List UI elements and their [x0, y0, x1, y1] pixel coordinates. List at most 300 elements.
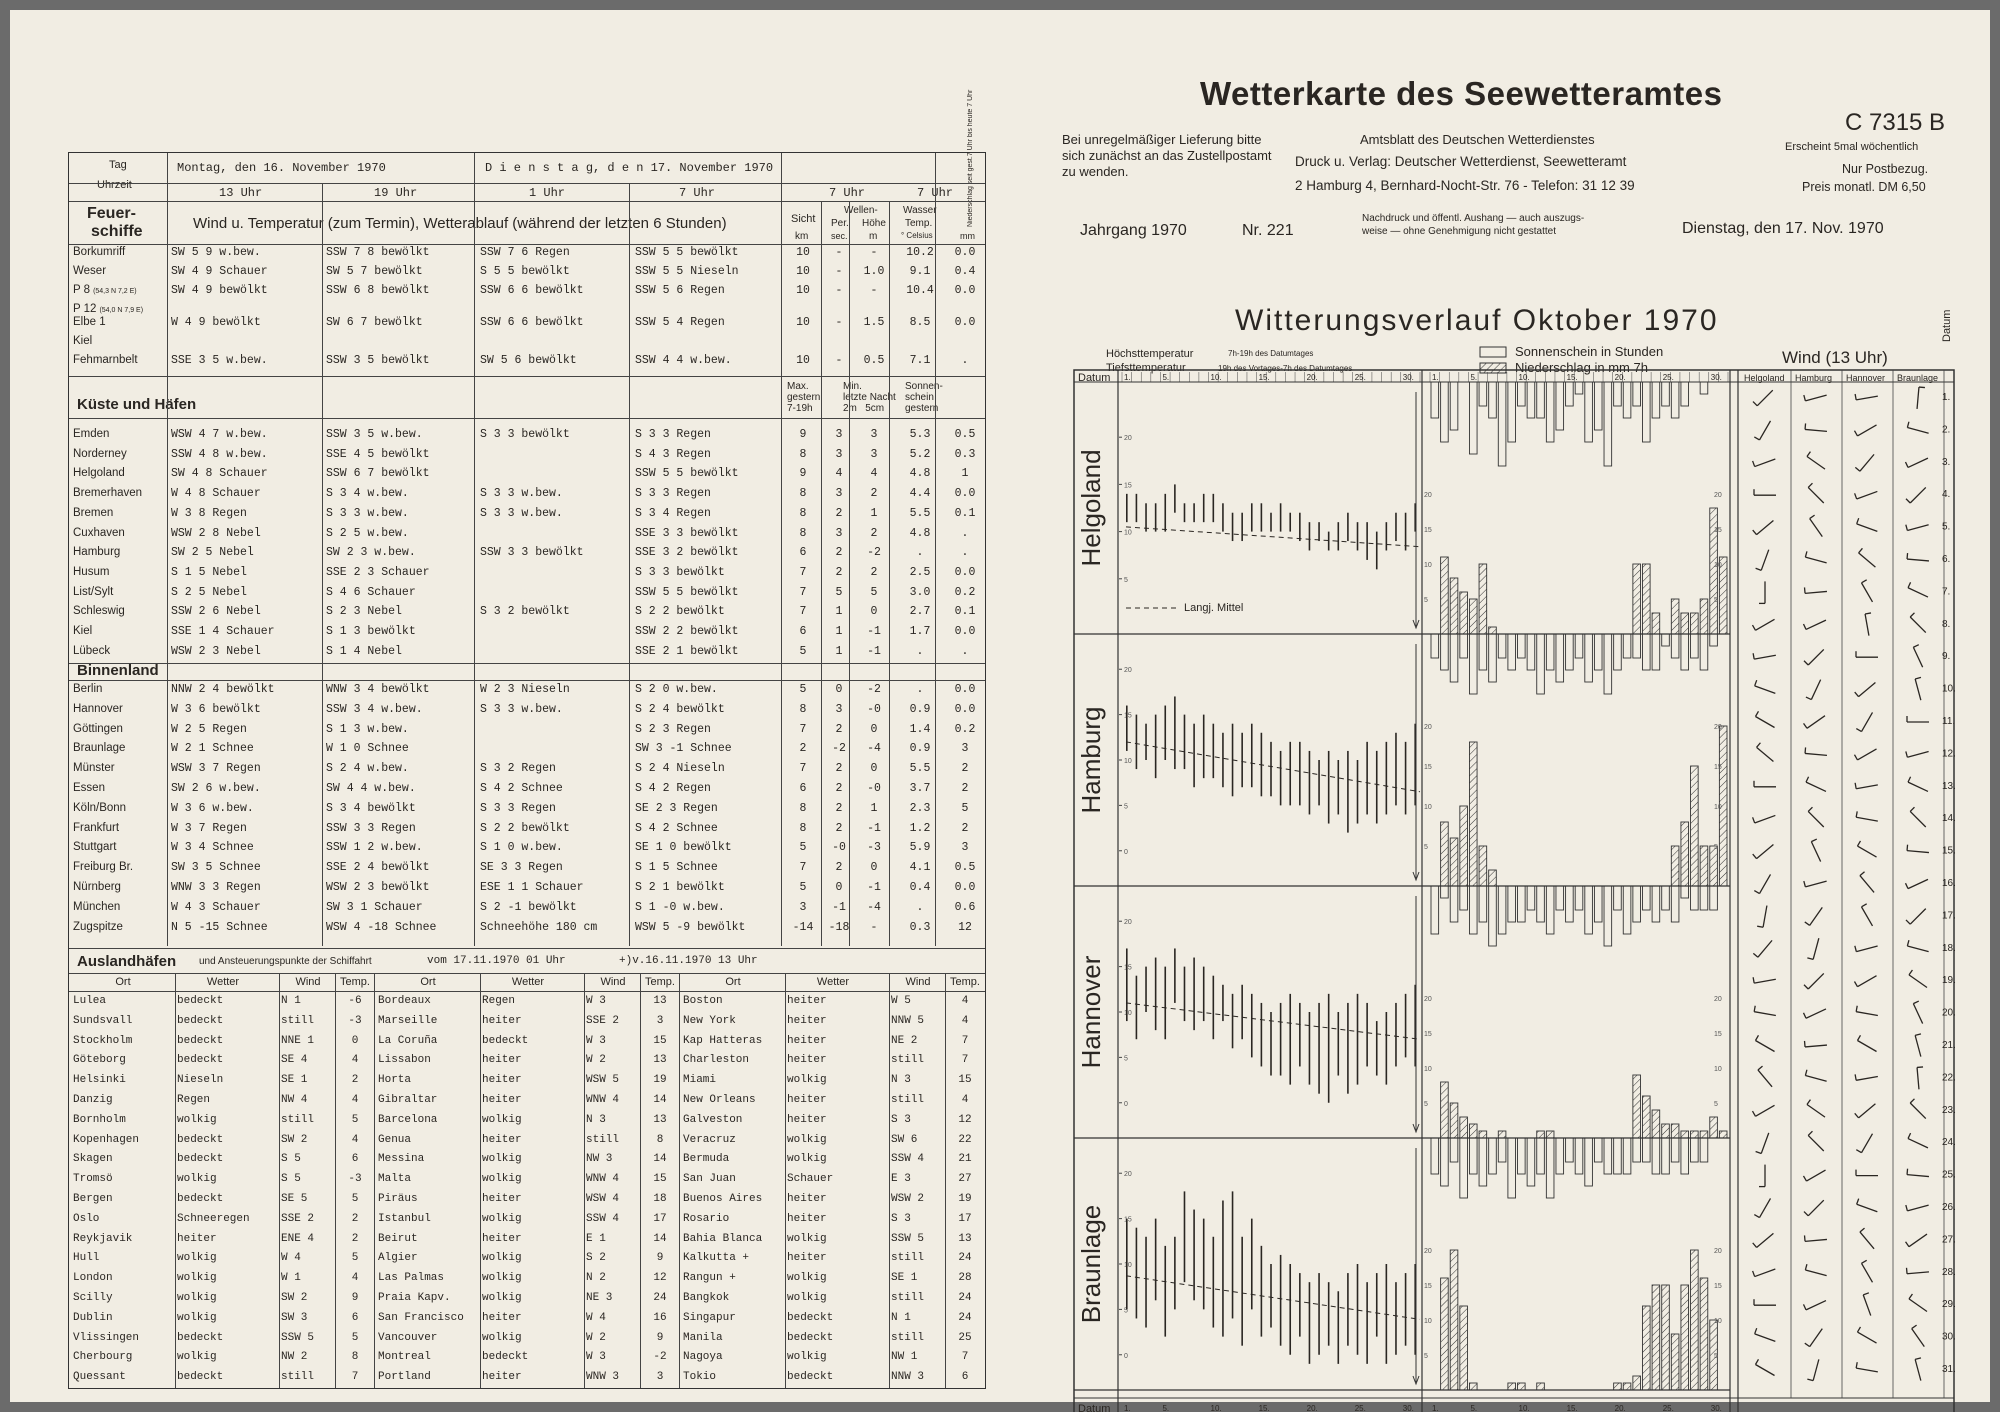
- sunshine-bar: [1662, 886, 1670, 910]
- cell-w: 4.4: [909, 487, 931, 501]
- cell-name: Zugspitze: [73, 920, 123, 933]
- harbor-wind: SW 2: [281, 1292, 308, 1304]
- precip-bar: [1710, 846, 1718, 886]
- harbor-wind: still: [891, 1252, 925, 1265]
- side-day: 1.: [1942, 392, 1951, 403]
- sunshine-bar: [1441, 382, 1449, 442]
- sunshine-bar: [1566, 382, 1574, 406]
- wind-arrow: [1908, 458, 1928, 467]
- table-row: [69, 487, 985, 505]
- divider: [629, 183, 630, 946]
- harbor-temp: 24: [958, 1292, 972, 1304]
- harbor-weather: wolkig: [482, 1173, 522, 1186]
- wind-barb: [1905, 462, 1908, 467]
- cell-h: -1: [867, 881, 881, 894]
- wind-barb: [1910, 807, 1914, 811]
- wind-arrow: [1808, 811, 1824, 827]
- table-row: [69, 762, 985, 780]
- cell-d: SSW 5 6 Regen: [635, 284, 725, 297]
- divider: [335, 973, 336, 1388]
- sunshine-bar: [1546, 886, 1554, 934]
- precip-bar: [1700, 1131, 1708, 1138]
- divider: [167, 153, 168, 946]
- side-day: 5.: [1942, 521, 1951, 533]
- wind-barb: [1915, 677, 1921, 679]
- cell-name: Kiel: [73, 335, 93, 347]
- harbor-name: Singapur: [683, 1311, 736, 1324]
- cell-a: SW 4 9 Schauer: [171, 265, 268, 278]
- min-header: Min. letzte Nacht 2m 5cm: [843, 381, 896, 414]
- harbor-weather: bedeckt: [177, 1331, 224, 1344]
- table-row: [69, 586, 985, 604]
- wind-arrow: [1857, 976, 1876, 987]
- ausland-time1: vom 17.11.1970 01 Uhr: [427, 955, 566, 967]
- cell-s: 10: [796, 354, 810, 367]
- table-row: [69, 246, 985, 264]
- harbor-weather: wolkig: [177, 1272, 217, 1285]
- precip-bar: [1508, 1383, 1516, 1390]
- cell-a: W 3 4 Schnee: [171, 841, 254, 855]
- harbor-wind: WSW 2: [891, 1193, 925, 1205]
- harbor-name: Oslo: [73, 1212, 100, 1225]
- wind-arrow: [1761, 1133, 1769, 1154]
- harbor-weather: bedeckt: [787, 1331, 834, 1344]
- temp-axis-label: 0: [1124, 1352, 1128, 1360]
- sunshine-bar: [1623, 1138, 1631, 1174]
- wind-barb: [1854, 431, 1857, 436]
- time-19: 19 Uhr: [374, 186, 418, 200]
- divider: [69, 991, 985, 992]
- sunshine-bar: [1662, 1138, 1670, 1174]
- precip-bar: [1710, 1117, 1718, 1138]
- sunshine-bar: [1450, 1138, 1458, 1162]
- cell-a: WSW 2 8 Nebel: [171, 526, 261, 540]
- wind-arrow: [1857, 1204, 1878, 1212]
- cell-s: 9: [799, 467, 807, 481]
- cell-p: 3: [835, 428, 843, 441]
- ausland-header: Ort: [725, 976, 741, 988]
- cell-w: 0.9: [909, 702, 931, 716]
- harbor-wind: still: [586, 1133, 620, 1146]
- precip-axis-label: 20: [1424, 724, 1432, 731]
- wind-barb: [1909, 1294, 1912, 1299]
- cell-b: S 1 4 Nebel: [326, 644, 402, 658]
- cell-n: 0.0: [954, 284, 976, 297]
- cell-w: 2.5: [909, 565, 931, 579]
- harbor-temp: 15: [653, 1173, 667, 1186]
- wind-arrow: [1907, 1205, 1928, 1211]
- position-note: (54,3 N 7,2 E): [93, 288, 137, 295]
- cell-d: S 3 3 bewölkt: [635, 565, 725, 579]
- sunshine-bar: [1671, 382, 1679, 418]
- cell-s: 5: [799, 683, 807, 696]
- wind-arrow: [1862, 583, 1873, 602]
- precip-bar: [1479, 846, 1487, 886]
- temp-axis-label: 15: [1124, 1216, 1132, 1224]
- harbor-wind: NE 2: [891, 1034, 918, 1047]
- wind-arrow: [1912, 1329, 1925, 1347]
- precip-bar: [1691, 613, 1699, 634]
- harbor-name: Barcelona: [378, 1113, 438, 1126]
- precip-bar: [1719, 1131, 1727, 1138]
- tiefst-note: 19h des Vortages-7h des Datumtages: [1218, 364, 1353, 373]
- sunshine-bar: [1652, 382, 1660, 418]
- wind-barb: [1855, 394, 1856, 400]
- cell-h: -: [870, 284, 878, 297]
- harbor-weather: heiter: [482, 1311, 522, 1324]
- side-day: 10.: [1942, 683, 1956, 695]
- harbor-temp: 16: [653, 1311, 667, 1324]
- divider: [322, 183, 323, 946]
- cell-s: 8: [799, 447, 807, 461]
- cell-h: -1: [867, 644, 881, 658]
- cell-h: -3: [867, 841, 881, 855]
- wind-barb: [1856, 1150, 1861, 1153]
- issue-date: Dienstag, den 17. Nov. 1970: [1682, 220, 1884, 237]
- harbor-wind: W 3: [586, 1034, 606, 1047]
- cell-n: 0.4: [954, 265, 976, 278]
- cell-name: Nürnberg: [73, 881, 121, 893]
- cell-h: 1.0: [863, 265, 885, 278]
- cell-s: 6: [799, 546, 807, 560]
- cell-a: SW 4 8 Schauer: [171, 467, 268, 481]
- divider: [640, 973, 641, 1388]
- harbor-temp: 2: [351, 1074, 359, 1087]
- harbor-weather: wolkig: [177, 1292, 217, 1304]
- wind-arrow: [1755, 1105, 1774, 1116]
- wind-arrow: [1757, 747, 1774, 761]
- cell-name: Göttingen: [73, 722, 123, 735]
- sunshine-legend-swatch: [1480, 347, 1506, 357]
- cell-w: 4.8: [909, 526, 931, 540]
- wind-barb: [1753, 953, 1758, 957]
- side-day: 6.: [1942, 554, 1951, 565]
- wind-arrow: [1806, 1009, 1826, 1018]
- harbor-weather: wolkig: [177, 1252, 217, 1265]
- harbor-name: Sundsvall: [73, 1014, 133, 1027]
- divider: [945, 973, 946, 1388]
- wind-arrow: [1755, 686, 1776, 694]
- sunshine-bar: [1546, 382, 1554, 442]
- cell-p: -: [835, 265, 843, 278]
- wind-barb: [1805, 587, 1806, 593]
- wind-barb: [1805, 1235, 1806, 1241]
- sunshine-bar: [1575, 886, 1583, 910]
- side-day: 30.: [1942, 1331, 1956, 1343]
- harbor-temp: 22: [958, 1133, 972, 1146]
- wind-barb: [1755, 1035, 1758, 1040]
- cell-name: München: [73, 900, 121, 913]
- cell-a: W 4 8 Schauer: [171, 487, 261, 501]
- wind-arrow: [1808, 649, 1824, 665]
- wind-arrow: [1807, 456, 1825, 469]
- divider: [889, 973, 890, 1388]
- sunshine-legend: Sonnenschein in Stunden: [1515, 344, 1664, 359]
- precip-bar: [1642, 1096, 1650, 1138]
- cell-d: SSW 5 5 bewölkt: [635, 585, 739, 599]
- mm-label: mm: [960, 231, 975, 241]
- harbor-weather: wolkig: [787, 1272, 827, 1285]
- cell-c: Schneehöhe 180 cm: [480, 920, 598, 934]
- wind-barb: [1856, 811, 1857, 817]
- cell-b: S 2 5 w.bew.: [326, 526, 409, 540]
- harbor-name: Malta: [378, 1173, 412, 1186]
- wind-arrow: [1915, 1035, 1921, 1056]
- precip-bar: [1469, 599, 1477, 634]
- wind-barb: [1906, 920, 1910, 924]
- harbor-weather: heiter: [482, 1054, 522, 1067]
- wind-arrow: [1757, 390, 1773, 406]
- wind-arrow: [1857, 1041, 1876, 1052]
- wind-barb: [1907, 940, 1909, 946]
- harbor-wind: S 3: [891, 1212, 911, 1225]
- sunshine-bar: [1556, 886, 1564, 910]
- wind-barb: [1757, 743, 1761, 748]
- harbor-weather: bedeckt: [177, 1193, 224, 1205]
- side-day: 17.: [1942, 910, 1956, 922]
- wind-barb: [1803, 1013, 1806, 1018]
- cell-h: 1.5: [863, 316, 885, 329]
- harbor-wind: SSE 2: [281, 1212, 315, 1225]
- cell-d: S 2 3 Regen: [635, 722, 711, 736]
- harbor-name: Göteborg: [73, 1054, 126, 1067]
- harbor-temp: 3: [656, 1371, 664, 1384]
- side-day: 11.: [1942, 716, 1956, 727]
- side-day: 13.: [1942, 780, 1956, 792]
- wind-arrow: [1754, 1012, 1776, 1016]
- sunshine-bar: [1518, 634, 1526, 658]
- cell-b: SSW 1 2 w.bew.: [326, 841, 423, 855]
- day-tick: 5.: [1470, 1404, 1478, 1412]
- precip-bar: [1681, 822, 1689, 886]
- table-row: [69, 802, 985, 820]
- harbor-name: Praia Kapv.: [378, 1292, 451, 1304]
- wind-arrow: [1907, 428, 1928, 434]
- sunshine-bar: [1527, 634, 1535, 670]
- wind-arrow: [1808, 973, 1824, 989]
- sunshine-bar: [1604, 886, 1612, 946]
- table-row: [69, 354, 985, 372]
- table-row: [69, 625, 985, 643]
- wind-barb: [1753, 530, 1757, 535]
- sunshine-bar: [1594, 886, 1602, 922]
- cell-a: SSE 3 5 w.bew.: [171, 354, 268, 367]
- sunshine-bar: [1489, 634, 1497, 682]
- wind-barb: [1804, 1212, 1808, 1216]
- cell-b: WSW 4 -18 Schnee: [326, 920, 437, 934]
- harbor-weather: wolkig: [177, 1311, 217, 1324]
- precip-bar: [1691, 1250, 1699, 1390]
- wind-arrow: [1805, 591, 1827, 593]
- cell-a: S 1 5 Nebel: [171, 565, 247, 579]
- wind-col-header: Helgoland: [1744, 373, 1785, 383]
- harbor-wind: E 3: [891, 1173, 911, 1186]
- precip-bar: [1652, 1110, 1660, 1138]
- cell-name: Hamburg: [73, 546, 121, 559]
- day-tick: 5.: [1162, 1404, 1170, 1412]
- harbor-wind: NNW 5: [891, 1014, 925, 1027]
- side-day: 25.: [1942, 1169, 1956, 1181]
- temp-axis-label: 0: [1124, 848, 1128, 856]
- harbor-temp: 18: [653, 1193, 667, 1205]
- wind-arrow: [1808, 1135, 1824, 1151]
- cell-h: 2: [870, 565, 878, 579]
- harbor-wind: W 3: [586, 995, 606, 1007]
- harbor-weather: heiter: [482, 1074, 522, 1087]
- wind-barb: [1805, 1041, 1806, 1047]
- harbor-wind: N 3: [891, 1074, 911, 1087]
- jahrgang: Jahrgang 1970: [1080, 222, 1187, 239]
- wind-arrow: [1807, 716, 1825, 729]
- km-label: km: [795, 231, 809, 242]
- harbor-name: Kalkutta +: [683, 1252, 750, 1265]
- wind-barb: [1908, 1133, 1911, 1138]
- side-day: 26.: [1942, 1202, 1956, 1213]
- harbor-name: Messina: [378, 1153, 425, 1166]
- wind-col-header: Hannover: [1846, 373, 1886, 383]
- precip-axis-label: 20: [1714, 996, 1722, 1003]
- day-tick: 1.: [1432, 373, 1439, 382]
- sunshine-bar: [1566, 634, 1574, 670]
- temp-axis-label: 20: [1124, 919, 1132, 927]
- wind-barb: [1804, 985, 1808, 989]
- station-label: Helgoland: [1076, 449, 1106, 567]
- ausland-header: Temp.: [950, 976, 980, 988]
- harbor-name: Kopenhagen: [73, 1133, 140, 1146]
- precip-bar: [1460, 1117, 1468, 1138]
- harbor-weather: heiter: [787, 1193, 827, 1205]
- precip-axis-label: 5: [1424, 844, 1428, 851]
- wind-arrow: [1805, 753, 1827, 755]
- wind-arrow: [1856, 785, 1878, 789]
- wind-title: Wind (13 Uhr): [1782, 348, 1888, 367]
- cell-n: 2: [961, 821, 969, 835]
- table-row: [69, 507, 985, 525]
- wind-arrow: [1857, 491, 1878, 499]
- cell-name: Freiburg Br.: [73, 861, 134, 874]
- wind-arrow: [1862, 712, 1873, 731]
- harbor-wind: W 4: [586, 1311, 606, 1324]
- cell-d: WSW 5 -9 bewölkt: [635, 920, 746, 934]
- cell-n: 0.2: [954, 722, 976, 736]
- divider: [175, 973, 176, 1388]
- wind-barb: [1908, 582, 1911, 587]
- wasser-label: Wasser: [903, 205, 937, 216]
- sunshine-bar: [1460, 886, 1468, 910]
- side-day: 4.: [1942, 489, 1951, 501]
- cell-s: 2: [799, 742, 807, 756]
- harbor-name: Algier: [378, 1252, 418, 1265]
- cell-w: 7.1: [909, 354, 931, 367]
- cell-name: P 8 (54,3 N 7,2 E): [73, 284, 137, 296]
- wind-barb: [1753, 461, 1755, 467]
- harbor-name: Nagoya: [683, 1351, 723, 1364]
- harbor-name: New Orleans: [683, 1094, 756, 1106]
- wind-barb: [1806, 777, 1809, 782]
- cell-b: SW 3 1 Schauer: [326, 900, 423, 914]
- cell-name: Weser: [73, 265, 107, 277]
- cell-name: Norderney: [73, 447, 127, 460]
- precip-bar: [1441, 1082, 1449, 1138]
- time-7c: 7 Uhr: [917, 186, 954, 200]
- harbor-wind: SSE 2: [586, 1014, 620, 1027]
- wind-barb: [1755, 711, 1758, 716]
- side-day: 8.: [1942, 618, 1951, 630]
- cell-n: 0.1: [954, 605, 976, 619]
- cell-c: S 3 3 w.bew.: [480, 487, 563, 501]
- harbor-wind: SW 3: [281, 1311, 308, 1324]
- harbor-weather: bedeckt: [177, 1054, 224, 1067]
- wind-arrow: [1805, 1270, 1826, 1276]
- cell-h: -: [870, 246, 878, 259]
- harbor-wind: NE 3: [586, 1292, 613, 1304]
- temp-axis-label: 5: [1124, 803, 1128, 811]
- ausland-header: Temp.: [340, 976, 370, 988]
- wind-barb: [1803, 1304, 1806, 1309]
- side-day: 16.: [1942, 878, 1956, 889]
- precip-bar: [1691, 1131, 1699, 1138]
- observation-table: [68, 89, 986, 1389]
- precip-axis-label: 15: [1714, 764, 1722, 771]
- day-tick: 25.: [1662, 373, 1674, 382]
- harbor-wind: W 5: [891, 995, 911, 1007]
- wind-arrow: [1859, 553, 1876, 567]
- harbor-name: Tromsö: [73, 1173, 113, 1186]
- harbor-temp: 13: [653, 1113, 667, 1126]
- cell-c: SE 3 3 Regen: [480, 861, 563, 875]
- wind-barb: [1907, 422, 1909, 428]
- wind-barb: [1808, 807, 1812, 811]
- wind-arrow: [1909, 1234, 1927, 1247]
- cell-n: .: [961, 354, 969, 367]
- wind-barb: [1856, 729, 1861, 732]
- harbor-weather: heiter: [482, 1193, 522, 1205]
- sunshine-bar: [1652, 886, 1660, 922]
- precip-axis-label: 10: [1424, 562, 1432, 569]
- wind-arrow: [1805, 395, 1826, 401]
- sunshine-bar: [1527, 382, 1535, 418]
- sunshine-bar: [1431, 1138, 1439, 1174]
- issue-number: Nr. 221: [1242, 222, 1294, 239]
- harbor-temp: 13: [958, 1232, 972, 1245]
- harbor-name: Vancouver: [378, 1331, 438, 1344]
- harbor-temp: 6: [961, 1371, 969, 1384]
- cell-b: SSW 3 3 Regen: [326, 821, 416, 835]
- cell-s: 7: [799, 565, 807, 579]
- precip-axis-label: 10: [1424, 1066, 1432, 1073]
- wind-arrow: [1763, 906, 1767, 928]
- sunshine-bar: [1710, 886, 1718, 910]
- wind-arrow: [1908, 782, 1928, 791]
- sunshine-bar: [1508, 634, 1516, 670]
- harbor-name: Genua: [378, 1133, 412, 1146]
- precip-bar: [1450, 838, 1458, 886]
- harbor-weather: heiter: [787, 1113, 827, 1126]
- harbor-weather: wolkig: [482, 1292, 522, 1304]
- wind-arrow: [1806, 620, 1826, 629]
- mean-line: [1126, 1003, 1420, 1039]
- harbor-temp: 4: [351, 1133, 359, 1146]
- wind-arrow: [1754, 979, 1776, 983]
- wind-barb: [1754, 1006, 1755, 1012]
- side-day: 20.: [1942, 1007, 1956, 1019]
- time-7: 7 Uhr: [679, 186, 716, 200]
- harbor-name: Bordeaux: [378, 995, 431, 1007]
- cell-a: W 3 6 w.bew.: [171, 801, 254, 815]
- harbor-temp: 25: [958, 1331, 972, 1344]
- sunshine-bar: [1450, 382, 1458, 430]
- wind-arrow: [1907, 1272, 1929, 1274]
